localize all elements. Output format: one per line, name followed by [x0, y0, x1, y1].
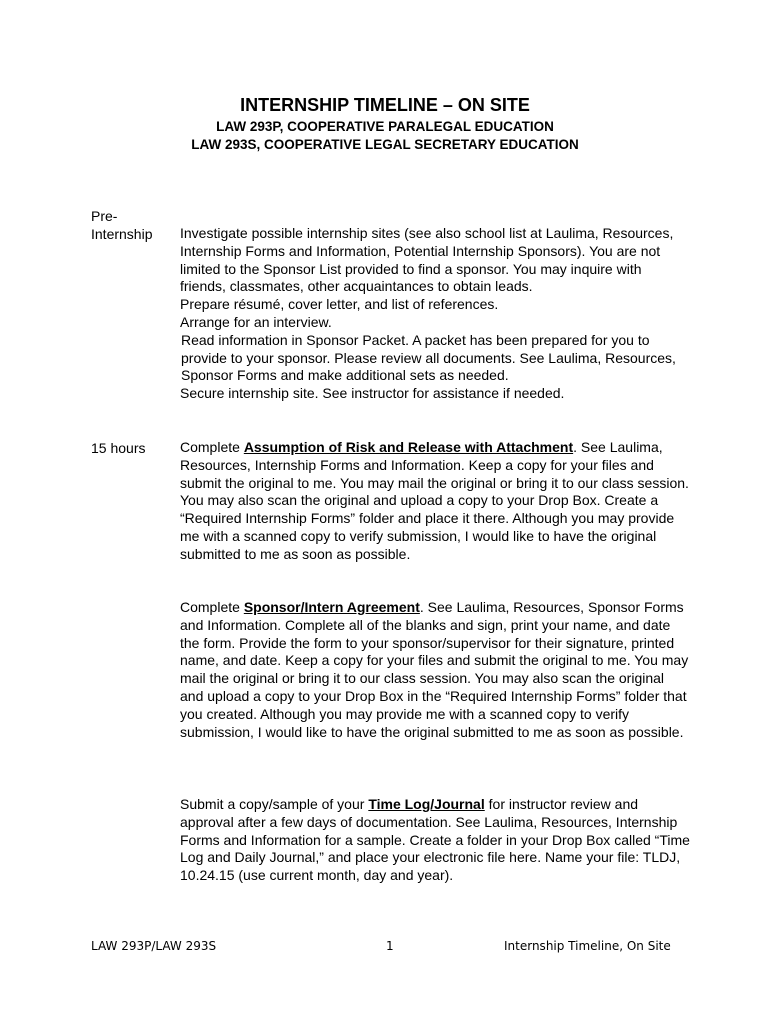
timelog-paragraph: [180, 796, 690, 885]
page-title: INTERNSHIP TIMELINE – ON SITE: [240, 95, 530, 115]
timelog-intro: Submit a copy/sample of your: [180, 796, 369, 812]
pre-paragraph-secure: Secure internship site. See instructor for assistance if needed.: [180, 385, 565, 402]
footer-doc-title: Internship Timeline, On Site: [504, 939, 671, 953]
agreement-details: . See Laulima, Resources, Sponsor Forms and Information. Complete all of the blanks and sign, print your name, and date the form. Provide the form to your sponsor/supervisor for their signature, printed name, and date. Keep a copy for your files and submit the original to me. You may mail the original or bring it to our class session. You may also scan the original and upload a copy to your Drop Box in the “Required Internship Forms” folder that you created. Although you may provide me with a scanned copy to verify submission, I would like to have the original submitted to me as soon as possible.: [180, 599, 689, 740]
agreement-paragraph: [180, 599, 690, 741]
timelog-details: for instructor review and approval after a few days of documentation. See Laulima, Resources, Internship Forms and Information for a sample. Create a folder in your Drop Box called “Time Log and Daily Journal,” and place your electronic file here. Name your file: TLDJ, 10.24.15 (use current month, day and year).: [180, 796, 690, 884]
time-log-journal-title: Time Log/Journal: [368, 796, 485, 812]
pre-internship-body: [180, 225, 690, 403]
pre-paragraph-investigate: Investigate possible internship sites (see also school list at Laulima, Resources, Internship Forms and Information, Potential Internship Sponsors). You are not limited to the Sponsor List provided to find a sponsor. You may inquire with friends, classmates, other acquaintances to obtain leads.: [180, 225, 674, 295]
footer-page-number: 1: [386, 939, 394, 953]
release-details: . See Laulima, Resources, Internship Forms and Information. Keep a copy for your files and submit the original to me. You may mail the original or bring it to our class session. You may also scan the original and upload a copy to your Drop Box. Create a “Required Internship Forms” folder and place it there. Although you may provide me with a scanned copy to verify submission, I would like to have the original submitted to me as soon as possible.: [180, 439, 689, 562]
hours-label: 15 hours: [91, 440, 146, 456]
assumption-of-risk-form-title: Assumption of Risk and Release with Attachment: [243, 439, 574, 455]
pre-internship-label: [91, 207, 152, 243]
agreement-intro: Complete: [180, 599, 244, 615]
pre-paragraph-interview: Arrange for an interview.: [180, 313, 332, 330]
pre-label-line1: Pre-: [91, 208, 118, 224]
footer-course: LAW 293P/LAW 293S: [91, 939, 217, 953]
sponsor-intern-agreement-title: Sponsor/Intern Agreement: [243, 599, 420, 615]
pre-paragraph-prepare: Prepare résumé, cover letter, and list of references.: [180, 296, 499, 313]
release-intro: Complete: [180, 439, 244, 455]
pre-paragraph-packet: Read information in Sponsor Packet. A packet has been prepared for you to provide to your sponsor. Please review all documents. See Laulima, Resources, Sponsor Forms and make additional sets as needed.: [181, 331, 676, 384]
course-subtitle-paralegal: LAW 293P, COOPERATIVE PARALEGAL EDUCATION: [216, 119, 554, 134]
course-subtitle-secretary: LAW 293S, COOPERATIVE LEGAL SECRETARY EDUCATION: [191, 137, 579, 152]
pre-label-line2: Internship: [91, 226, 153, 242]
release-form-paragraph: [180, 439, 690, 564]
